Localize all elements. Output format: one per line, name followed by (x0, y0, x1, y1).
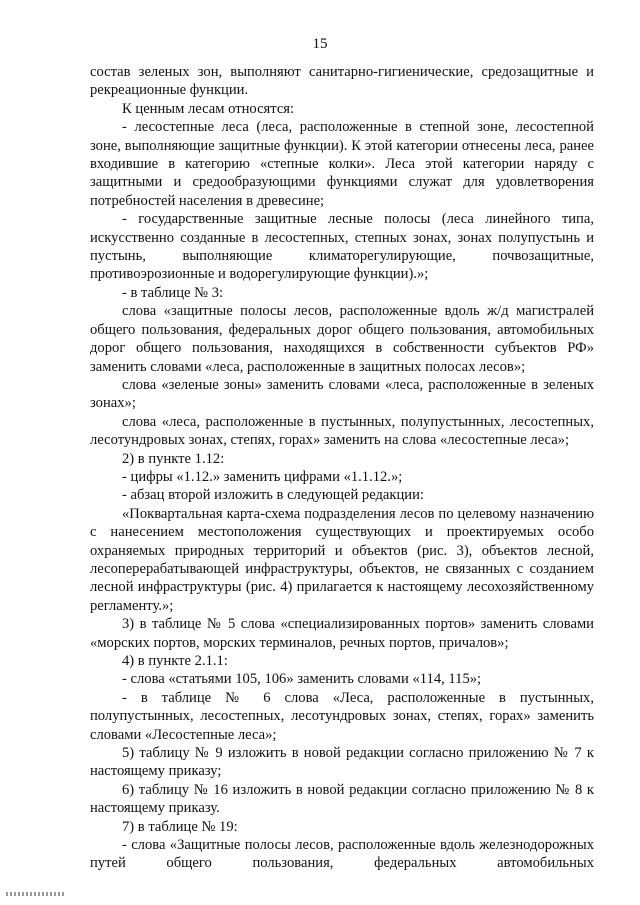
paragraph-9: 2) в пункте 1.12: (122, 450, 225, 467)
paragraph-15: - слова «статьями 105, 106» заменить словами «114, 115»; (122, 671, 482, 688)
paragraph-20: - слова «Защитные полосы лесов, расположенные вдоль железнодорожных путей общего пользования, федеральных автомобильных (90, 837, 594, 872)
paragraph-10: - цифры «1.12.» заменить цифрами «1.1.12.»; (122, 468, 403, 485)
paragraph-5: - в таблице № 3: (122, 284, 224, 301)
paragraph-4: - государственные защитные лесные полосы (леса линейного типа, искусственно созданные в лесостепных, степных зонах, зонах полупустынь и пустынь, выполняющие климаторегулирующие, почвозащитные, противоэрозионные и водорегулирующие функции).»; (90, 211, 594, 283)
paragraph-19: 7) в таблице № 19: (122, 818, 238, 835)
scan-footer-mark (6, 892, 64, 896)
paragraph-7: слова «зеленые зоны» заменить словами «леса, расположенные в зеленых зонах»; (90, 376, 594, 412)
paragraph-17: 5) таблицу № 9 изложить в новой редакции согласно приложению № 7 к настоящему приказу; (90, 745, 594, 780)
paragraph-13: 3) в таблице № 5 слова «специализированных портов» заменить словами «морских портов, морских терминалов, речных портов, причалов»; (90, 616, 594, 651)
document-body (90, 63, 594, 873)
paragraph-6: слова «защитные полосы лесов, расположенные вдоль ж/д магистралей общего пользования, федеральных дорог общего пользования, автомобильных дорог общего пользования, находящихся в собственности субъектов РФ» заменить словами «леса, расположенные в защитных полосах лесов»; (90, 303, 594, 375)
paragraph-14: 4) в пункте 2.1.1: (122, 653, 228, 669)
paragraph-2: К ценным лесам относятся: (122, 100, 295, 117)
paragraph-18: 6) таблицу № 16 изложить в новой редакции согласно приложению № 8 к настоящему приказу. (90, 781, 594, 817)
paragraph-12: «Поквартальная карта-схема подразделения лесов по целевому назначению с нанесением местоположения существующих и проектируемых особо охраняемых природных территорий и объектов (рис. 3), объектов лесной, лесоперерабатывающей инфраструктуры, объектов, не связанных с созданием лесной инфраструктуры (рис. 4) прилагается к настоящему лесохозяйственному регламенту.»; (90, 505, 594, 614)
paragraph-1: состав зеленых зон, выполняют санитарно-гигиенические, средозащитные и рекреационные функции. (90, 64, 594, 99)
page-number: 15 (312, 36, 328, 52)
paragraph-11: - абзац второй изложить в следующей редакции: (122, 487, 424, 504)
paragraph-16: - в таблице № 6 слова «Леса, расположенные в пустынных, полупустынных, лесостепных, лесотундровых зонах, степях, горах» заменить словами «Лесостепные леса»; (90, 689, 594, 743)
paragraph-3: - лесостепные леса (леса, расположенные в степной зоне, лесостепной зоне, выполняющие защитные функции). К этой категории отнесены леса, ранее входившие в категорию «степные колки». Леса этой категории наряду с защитными и средообразующими функциями служат для удовлетворения потребностей населения в древесине; (90, 119, 594, 209)
paragraph-8: слова «леса, расположенные в пустынных, полупустынных, лесостепных, лесотундровых зонах, степях, горах» заменить на слова «лесостепные леса»; (90, 413, 594, 449)
